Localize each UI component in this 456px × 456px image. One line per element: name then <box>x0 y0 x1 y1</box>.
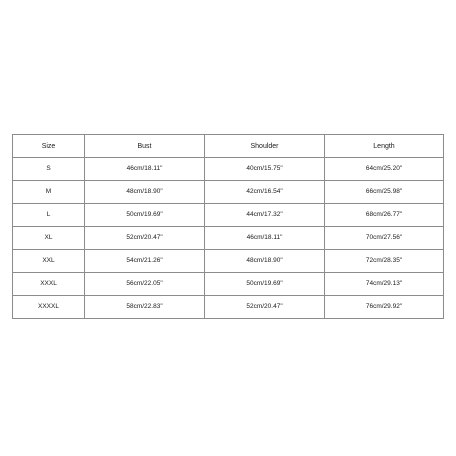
cell-length: 74cm/29.13" <box>325 273 444 296</box>
cell-size: M <box>13 181 85 204</box>
header-shoulder: Shoulder <box>205 135 325 158</box>
cell-size: XXL <box>13 250 85 273</box>
cell-bust: 48cm/18.90" <box>85 181 205 204</box>
cell-shoulder: 50cm/19.69" <box>205 273 325 296</box>
cell-length: 68cm/26.77" <box>325 204 444 227</box>
header-row <box>13 135 444 158</box>
cell-shoulder: 48cm/18.90" <box>205 250 325 273</box>
table-row <box>13 158 444 181</box>
table-row <box>13 204 444 227</box>
cell-length: 66cm/25.98" <box>325 181 444 204</box>
cell-bust: 46cm/18.11" <box>85 158 205 181</box>
cell-shoulder: 40cm/15.75" <box>205 158 325 181</box>
cell-shoulder: 46cm/18.11" <box>205 227 325 250</box>
table-header <box>13 135 444 158</box>
cell-bust: 56cm/22.05" <box>85 273 205 296</box>
cell-size: XL <box>13 227 85 250</box>
cell-length: 76cm/29.92" <box>325 296 444 319</box>
cell-bust: 54cm/21.26" <box>85 250 205 273</box>
cell-shoulder: 44cm/17.32" <box>205 204 325 227</box>
cell-bust: 52cm/20.47" <box>85 227 205 250</box>
cell-length: 72cm/28.35" <box>325 250 444 273</box>
table-row <box>13 273 444 296</box>
cell-size: S <box>13 158 85 181</box>
cell-size: L <box>13 204 85 227</box>
header-length: Length <box>325 135 444 158</box>
table-row <box>13 181 444 204</box>
table-row <box>13 296 444 319</box>
cell-length: 70cm/27.56" <box>325 227 444 250</box>
cell-size: XXXXL <box>13 296 85 319</box>
table-row <box>13 227 444 250</box>
cell-bust: 50cm/19.69" <box>85 204 205 227</box>
cell-bust: 58cm/22.83" <box>85 296 205 319</box>
size-chart-table <box>12 134 444 319</box>
cell-shoulder: 52cm/20.47" <box>205 296 325 319</box>
cell-length: 64cm/25.20" <box>325 158 444 181</box>
table-row <box>13 250 444 273</box>
table-body <box>13 158 444 319</box>
header-bust: Bust <box>85 135 205 158</box>
cell-size: XXXL <box>13 273 85 296</box>
cell-shoulder: 42cm/16.54" <box>205 181 325 204</box>
header-size: Size <box>13 135 85 158</box>
